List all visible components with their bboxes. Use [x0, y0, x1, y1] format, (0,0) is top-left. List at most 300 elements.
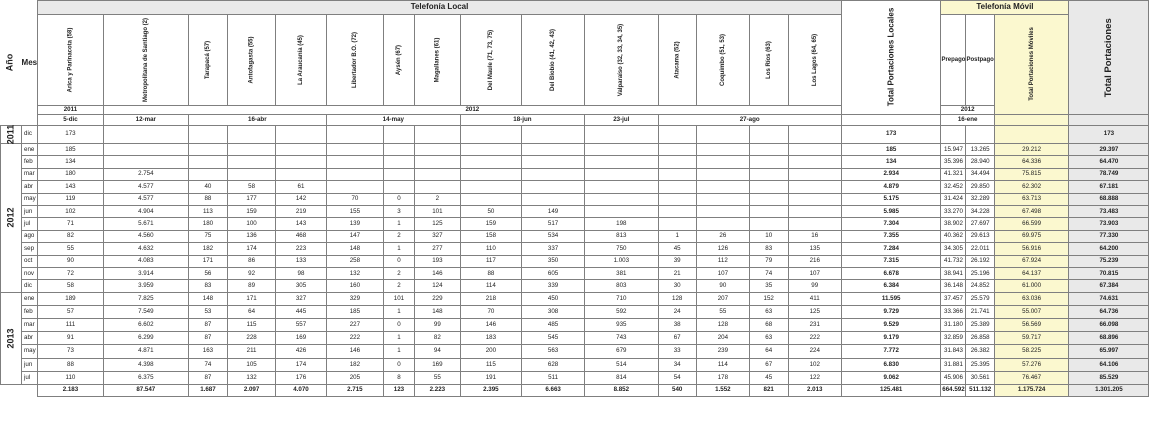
- region-header: Los Lagos (64, 65): [788, 15, 841, 106]
- table-cell: 628: [522, 358, 585, 371]
- table-cell: 67.181: [1069, 181, 1149, 193]
- table-cell: [585, 205, 658, 217]
- table-cell: 122: [788, 371, 841, 384]
- table-cell: 113: [188, 205, 227, 217]
- table-cell: 7.304: [841, 218, 941, 230]
- total-moviles-spacer: [994, 115, 1069, 126]
- table-cell: 468: [276, 230, 327, 242]
- month-cell: oct: [22, 255, 38, 267]
- table-cell: 1: [383, 332, 414, 345]
- telefonia-local-title: Telefonía Local: [38, 1, 842, 15]
- total-cell: 2.223: [415, 385, 461, 397]
- table-cell: 152: [749, 292, 788, 305]
- table-cell: [326, 181, 383, 193]
- table-cell: 224: [788, 345, 841, 358]
- table-cell: 56.916: [994, 243, 1069, 255]
- total-cell: 8.852: [585, 385, 658, 397]
- table-row: [1, 255, 1149, 267]
- table-cell: 70.815: [1069, 267, 1149, 279]
- total-cell: 821: [749, 385, 788, 397]
- table-cell: 64.470: [1069, 156, 1149, 168]
- table-cell: [326, 144, 383, 156]
- region-header: Metropolitana de Santiago (2): [103, 15, 188, 106]
- table-cell: 1: [383, 345, 414, 358]
- table-row: [1, 156, 1149, 168]
- table-cell: [585, 156, 658, 168]
- table-cell: 63: [749, 305, 788, 318]
- table-cell: [326, 126, 383, 144]
- table-cell: 169: [415, 358, 461, 371]
- region-header: Coquimbo (51, 53): [696, 15, 749, 106]
- table-cell: 133: [276, 255, 327, 267]
- month-cell: abr: [22, 332, 38, 345]
- region-header: Arica y Parinacota (58): [38, 15, 104, 106]
- table-cell: [228, 144, 276, 156]
- table-cell: 125: [788, 305, 841, 318]
- table-cell: [383, 144, 414, 156]
- table-cell: [415, 181, 461, 193]
- total-cell: 6.663: [522, 385, 585, 397]
- total-cell: 1.687: [188, 385, 227, 397]
- table-cell: 37.457: [941, 292, 966, 305]
- table-cell: 90: [696, 280, 749, 292]
- table-cell: 29.397: [1069, 144, 1149, 156]
- table-cell: [966, 126, 994, 144]
- table-cell: 132: [228, 371, 276, 384]
- table-cell: 128: [696, 319, 749, 332]
- table-cell: 239: [696, 345, 749, 358]
- table-cell: 74: [188, 358, 227, 371]
- table-cell: 25.389: [966, 319, 994, 332]
- table-cell: 58.225: [994, 345, 1069, 358]
- table-cell: 143: [38, 181, 104, 193]
- table-cell: 62.302: [994, 181, 1069, 193]
- table-cell: 450: [522, 292, 585, 305]
- table-cell: 32.859: [941, 332, 966, 345]
- table-cell: 605: [522, 267, 585, 279]
- table-cell: 55: [696, 305, 749, 318]
- month-cell: dic: [22, 126, 38, 144]
- table-row: [1, 267, 1149, 279]
- table-cell: 26.858: [966, 332, 994, 345]
- table-cell: 124: [415, 280, 461, 292]
- table-cell: [326, 156, 383, 168]
- telefonia-movil-title: Telefonía Móvil: [941, 1, 1069, 15]
- date-label: 23-jul: [585, 115, 658, 126]
- table-cell: 337: [522, 243, 585, 255]
- table-cell: 679: [585, 345, 658, 358]
- table-cell: 22.011: [966, 243, 994, 255]
- table-cell: 185: [38, 144, 104, 156]
- table-cell: 4.632: [103, 243, 188, 255]
- table-cell: 743: [585, 332, 658, 345]
- table-cell: [696, 205, 749, 217]
- year-cell: 2011: [1, 126, 22, 144]
- table-cell: 15.947: [941, 144, 966, 156]
- table-cell: 185: [841, 144, 941, 156]
- table-cell: 511: [522, 371, 585, 384]
- table-cell: 73.483: [1069, 205, 1149, 217]
- region-header: Libertador B.O. (72): [326, 15, 383, 106]
- region-header: Antofagasta (55): [228, 15, 276, 106]
- table-cell: [658, 218, 696, 230]
- table-cell: 0: [383, 319, 414, 332]
- month-cell: jun: [22, 205, 38, 217]
- table-cell: 64.106: [1069, 358, 1149, 371]
- table-cell: [276, 156, 327, 168]
- table-cell: 327: [276, 292, 327, 305]
- table-cell: [585, 168, 658, 180]
- table-cell: [749, 144, 788, 156]
- table-cell: 26: [696, 230, 749, 242]
- table-cell: 10: [749, 230, 788, 242]
- date-label: 16-abr: [188, 115, 326, 126]
- month-cell: nov: [22, 267, 38, 279]
- table-cell: 158: [460, 230, 521, 242]
- region-header: Del Biobío (41, 42, 43): [522, 15, 585, 106]
- table-cell: 39: [658, 255, 696, 267]
- table-cell: 82: [415, 332, 461, 345]
- table-cell: 198: [585, 218, 658, 230]
- table-cell: 64.736: [1069, 305, 1149, 318]
- table-cell: 160: [326, 280, 383, 292]
- table-cell: 102: [788, 358, 841, 371]
- year-2011-label: 2011: [38, 106, 104, 115]
- table-cell: 148: [415, 305, 461, 318]
- table-cell: 2.934: [841, 168, 941, 180]
- table-cell: 750: [585, 243, 658, 255]
- table-cell: 64: [749, 345, 788, 358]
- date-label: 14-may: [326, 115, 460, 126]
- table-cell: 182: [188, 243, 227, 255]
- table-cell: 7.772: [841, 345, 941, 358]
- table-cell: 41.321: [941, 168, 966, 180]
- region-header: Los Ríos (63): [749, 15, 788, 106]
- table-cell: 174: [228, 243, 276, 255]
- ano-header: Año: [3, 53, 14, 72]
- table-cell: [941, 126, 966, 144]
- table-cell: 101: [383, 292, 414, 305]
- table-cell: [788, 205, 841, 217]
- table-cell: [188, 156, 227, 168]
- table-cell: 0: [383, 358, 414, 371]
- year-2012-movil-label: 2012: [941, 106, 994, 115]
- table-cell: 3: [383, 205, 414, 217]
- table-cell: 70: [326, 193, 383, 205]
- table-cell: [522, 193, 585, 205]
- date-label: 12-mar: [103, 115, 188, 126]
- table-cell: 277: [415, 243, 461, 255]
- table-cell: 180: [38, 168, 104, 180]
- table-cell: 176: [276, 371, 327, 384]
- table-cell: 710: [585, 292, 658, 305]
- table-cell: 13.265: [966, 144, 994, 156]
- table-cell: [994, 126, 1069, 144]
- table-cell: 132: [326, 267, 383, 279]
- table-cell: 56: [188, 267, 227, 279]
- table-cell: [658, 144, 696, 156]
- table-cell: [749, 126, 788, 144]
- month-cell: ene: [22, 144, 38, 156]
- table-cell: [696, 156, 749, 168]
- table-cell: 55.007: [994, 305, 1069, 318]
- month-cell: jul: [22, 218, 38, 230]
- table-cell: 139: [326, 218, 383, 230]
- table-cell: 29.212: [994, 144, 1069, 156]
- date-label: 27-ago: [658, 115, 841, 126]
- table-cell: 136: [228, 230, 276, 242]
- table-cell: [585, 181, 658, 193]
- table-cell: 55: [415, 371, 461, 384]
- table-cell: 68.888: [1069, 193, 1149, 205]
- table-cell: 2.754: [103, 168, 188, 180]
- table-cell: 7.284: [841, 243, 941, 255]
- table-cell: 114: [460, 280, 521, 292]
- total-cell: 1.175.724: [994, 385, 1069, 397]
- table-cell: 146: [326, 345, 383, 358]
- table-cell: 94: [415, 345, 461, 358]
- table-cell: 7.315: [841, 255, 941, 267]
- table-cell: 67.924: [994, 255, 1069, 267]
- table-cell: 228: [228, 332, 276, 345]
- table-cell: 31.424: [941, 193, 966, 205]
- table-cell: 1: [383, 305, 414, 318]
- year-cell: 2013: [1, 292, 22, 384]
- table-cell: 339: [522, 280, 585, 292]
- table-cell: 63: [749, 332, 788, 345]
- table-cell: 557: [276, 319, 327, 332]
- table-cell: [522, 156, 585, 168]
- table-cell: 222: [788, 332, 841, 345]
- table-cell: 185: [326, 305, 383, 318]
- table-cell: 76.467: [994, 371, 1069, 384]
- month-cell: mar: [22, 168, 38, 180]
- table-cell: 2: [415, 193, 461, 205]
- table-cell: 32.289: [966, 193, 994, 205]
- table-cell: 67: [749, 358, 788, 371]
- table-cell: 24.852: [966, 280, 994, 292]
- table-cell: 89: [228, 280, 276, 292]
- mes-header: Mes: [21, 57, 38, 67]
- table-cell: 6.830: [841, 358, 941, 371]
- table-cell: [658, 205, 696, 217]
- table-cell: 66.599: [994, 218, 1069, 230]
- table-cell: 105: [228, 358, 276, 371]
- table-cell: 25.579: [966, 292, 994, 305]
- table-cell: 110: [38, 371, 104, 384]
- table-cell: [228, 126, 276, 144]
- table-cell: [103, 144, 188, 156]
- table-cell: 32.452: [941, 181, 966, 193]
- table-cell: 308: [522, 305, 585, 318]
- month-cell: ago: [22, 230, 38, 242]
- table-cell: 45.906: [941, 371, 966, 384]
- table-cell: 31.881: [941, 358, 966, 371]
- table-cell: 64: [228, 305, 276, 318]
- month-cell: may: [22, 193, 38, 205]
- table-cell: 545: [522, 332, 585, 345]
- table-cell: 61.000: [994, 280, 1069, 292]
- table-cell: [696, 168, 749, 180]
- table-cell: 222: [326, 332, 383, 345]
- table-cell: 33: [658, 345, 696, 358]
- region-header: Aysén (67): [383, 15, 414, 106]
- table-cell: 53: [188, 305, 227, 318]
- table-cell: [696, 144, 749, 156]
- table-cell: 4.560: [103, 230, 188, 242]
- table-cell: 69.975: [994, 230, 1069, 242]
- date-label: 18-jun: [460, 115, 584, 126]
- table-cell: [276, 126, 327, 144]
- table-cell: 87: [188, 332, 227, 345]
- table-cell: 216: [788, 255, 841, 267]
- table-cell: 182: [326, 358, 383, 371]
- total-cell: 511.132: [966, 385, 994, 397]
- table-cell: 134: [38, 156, 104, 168]
- table-cell: 27.697: [966, 218, 994, 230]
- table-cell: 78.749: [1069, 168, 1149, 180]
- table-cell: [585, 193, 658, 205]
- table-row: [1, 218, 1149, 230]
- table-row: [1, 168, 1149, 180]
- table-cell: 79: [749, 255, 788, 267]
- totals-row: [1, 385, 1149, 397]
- month-cell: may: [22, 345, 38, 358]
- table-cell: 6.678: [841, 267, 941, 279]
- table-cell: 200: [460, 345, 521, 358]
- table-cell: 107: [788, 267, 841, 279]
- table-cell: 7.549: [103, 305, 188, 318]
- table-cell: 34: [658, 358, 696, 371]
- total-cell: 123: [383, 385, 414, 397]
- table-cell: 327: [415, 230, 461, 242]
- table-cell: 67.498: [994, 205, 1069, 217]
- table-cell: 329: [326, 292, 383, 305]
- table-cell: 38.941: [941, 267, 966, 279]
- table-cell: 31.180: [941, 319, 966, 332]
- table-cell: 229: [415, 292, 461, 305]
- table-cell: 75.815: [994, 168, 1069, 180]
- table-cell: 180: [188, 218, 227, 230]
- table-cell: [522, 126, 585, 144]
- table-cell: [188, 126, 227, 144]
- table-cell: 174: [276, 358, 327, 371]
- table-cell: 67.384: [1069, 280, 1149, 292]
- table-cell: 205: [326, 371, 383, 384]
- table-cell: 92: [228, 267, 276, 279]
- table-cell: 149: [522, 205, 585, 217]
- table-cell: [696, 126, 749, 144]
- table-cell: 173: [1069, 126, 1149, 144]
- table-cell: 16: [788, 230, 841, 242]
- table-cell: 50: [460, 205, 521, 217]
- table-cell: 517: [522, 218, 585, 230]
- table-cell: 514: [585, 358, 658, 371]
- table-cell: [749, 156, 788, 168]
- table-cell: [696, 193, 749, 205]
- table-cell: 9.729: [841, 305, 941, 318]
- table-cell: 54: [658, 371, 696, 384]
- table-row: [1, 126, 1149, 144]
- table-cell: 40.362: [941, 230, 966, 242]
- table-cell: [276, 144, 327, 156]
- table-cell: 135: [788, 243, 841, 255]
- month-cell: mar: [22, 319, 38, 332]
- table-row: [1, 292, 1149, 305]
- table-cell: [383, 168, 414, 180]
- table-cell: 227: [326, 319, 383, 332]
- table-cell: 56.569: [994, 319, 1069, 332]
- table-cell: [326, 168, 383, 180]
- table-cell: 171: [228, 292, 276, 305]
- table-cell: 2: [383, 230, 414, 242]
- table-cell: 143: [276, 218, 327, 230]
- table-cell: 163: [188, 345, 227, 358]
- table-cell: 155: [326, 205, 383, 217]
- table-cell: 183: [460, 332, 521, 345]
- month-cell: sep: [22, 243, 38, 255]
- table-body: [1, 126, 1149, 385]
- table-row: [1, 358, 1149, 371]
- table-cell: 445: [276, 305, 327, 318]
- total-cell: 540: [658, 385, 696, 397]
- table-cell: [415, 156, 461, 168]
- table-cell: 75.239: [1069, 255, 1149, 267]
- table-cell: 68.896: [1069, 332, 1149, 345]
- table-cell: [460, 193, 521, 205]
- table-cell: 74.631: [1069, 292, 1149, 305]
- table-row: [1, 230, 1149, 242]
- table-cell: [749, 181, 788, 193]
- table-cell: 147: [326, 230, 383, 242]
- table-cell: 191: [460, 371, 521, 384]
- table-row: [1, 181, 1149, 193]
- table-cell: 159: [460, 218, 521, 230]
- prepago-header: Prepago: [941, 15, 966, 106]
- table-cell: [788, 218, 841, 230]
- table-cell: 258: [326, 255, 383, 267]
- table-cell: [788, 156, 841, 168]
- month-cell: feb: [22, 305, 38, 318]
- table-cell: [788, 193, 841, 205]
- table-cell: 73.903: [1069, 218, 1149, 230]
- table-cell: 66.098: [1069, 319, 1149, 332]
- table-cell: 814: [585, 371, 658, 384]
- total-cell: 664.592: [941, 385, 966, 397]
- table-cell: [788, 144, 841, 156]
- table-cell: 177: [228, 193, 276, 205]
- month-cell: ene: [22, 292, 38, 305]
- table-cell: 350: [522, 255, 585, 267]
- table-cell: 72: [38, 267, 104, 279]
- table-cell: 115: [228, 319, 276, 332]
- table-cell: 485: [522, 319, 585, 332]
- total-cell: 2.715: [326, 385, 383, 397]
- table-cell: 45: [658, 243, 696, 255]
- table-cell: 57: [38, 305, 104, 318]
- table-cell: 65.997: [1069, 345, 1149, 358]
- table-cell: 534: [522, 230, 585, 242]
- table-cell: 102: [38, 205, 104, 217]
- table-cell: [415, 168, 461, 180]
- table-cell: 88: [188, 193, 227, 205]
- table-cell: 169: [276, 332, 327, 345]
- table-cell: [788, 181, 841, 193]
- table-cell: 29.850: [966, 181, 994, 193]
- table-cell: 112: [696, 255, 749, 267]
- total-port-spacer: [1069, 115, 1149, 126]
- total-locales-header: Total Portaciones Locales: [841, 1, 941, 115]
